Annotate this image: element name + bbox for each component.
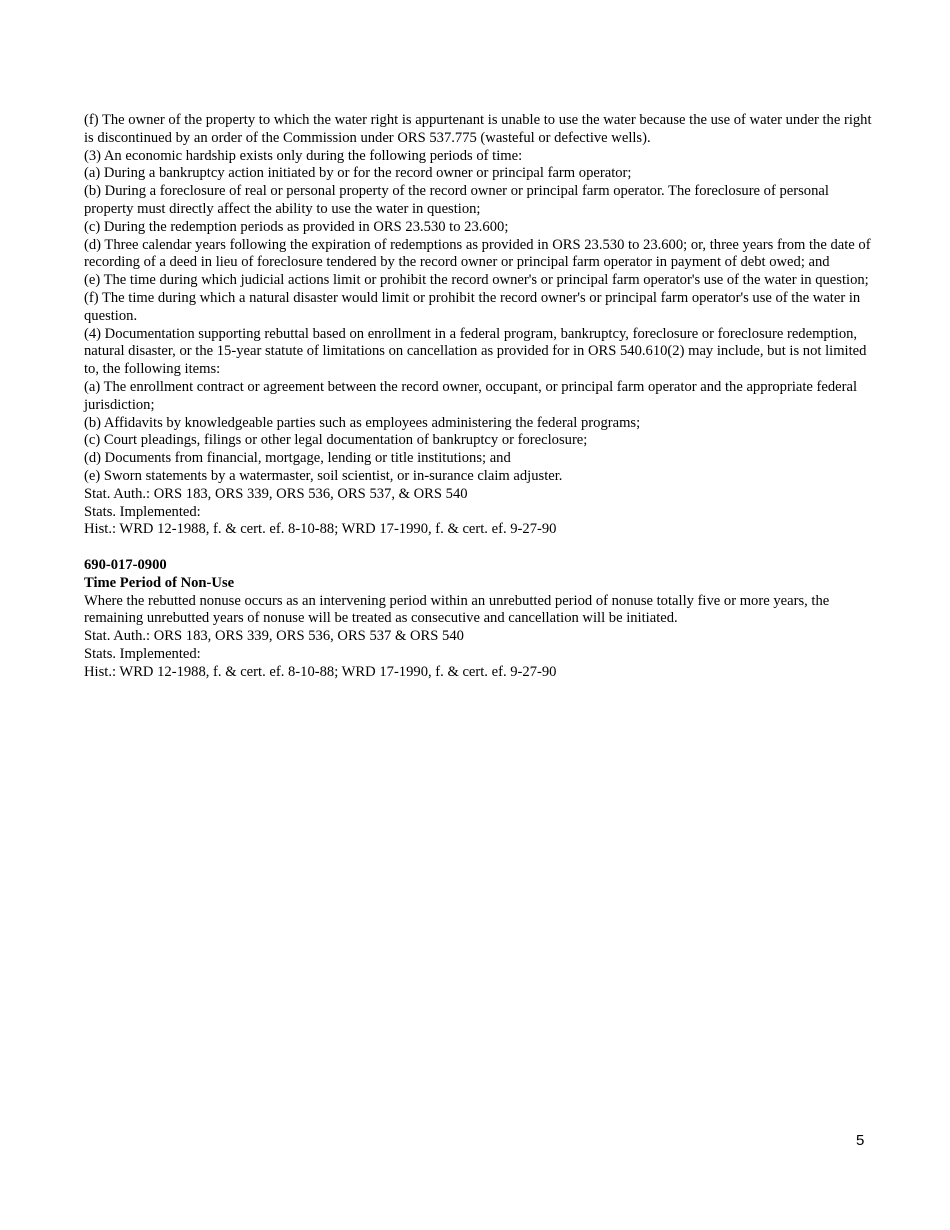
rule-690-017-0900-section — [84, 557, 874, 682]
paragraph-4-documentation: (4) Documentation supporting rebuttal based on enrollment in a federal program, bankruptcy, foreclosure or foreclosure redemption, natural disaster, or the 15-year statute of limitations on cancellation as provided for in ORS 540.610(2) may include, but is not limited to, the following items: — [84, 325, 867, 378]
stat-auth: Stat. Auth.: ORS 183, ORS 339, ORS 536, ORS 537 & ORS 540 — [84, 628, 464, 645]
paragraph-3a-bankruptcy: (a) During a bankruptcy action initiated by or for the record owner or principal farm operator; — [84, 165, 632, 182]
history-note: Hist.: WRD 12-1988, f. & cert. ef. 8-10-88; WRD 17-1990, f. & cert. ef. 9-27-90 — [84, 521, 557, 538]
stats-implemented: Stats. Implemented: — [84, 645, 201, 662]
paragraph-3f-natural-disaster: (f) The time during which a natural disaster would limit or prohibit the record owner's or principal farm operator's use of the water in question. — [84, 289, 861, 324]
rule-title: Time Period of Non-Use — [84, 574, 235, 591]
paragraph-4a-enrollment-contract: (a) The enrollment contract or agreement between the record owner, occupant, or principal farm operator and the appropriate federal jurisdiction; — [84, 378, 858, 413]
section-spacer — [84, 539, 874, 557]
paragraph-4c-court-pleadings: (c) Court pleadings, filings or other legal documentation of bankruptcy or foreclosure; — [84, 432, 588, 449]
stat-auth: Stat. Auth.: ORS 183, ORS 339, ORS 536, ORS 537, & ORS 540 — [84, 485, 468, 502]
paragraph-3-economic-hardship: (3) An economic hardship exists only during the following periods of time: — [84, 147, 523, 164]
document-page — [84, 112, 874, 682]
paragraph-3d-three-years: (d) Three calendar years following the expiration of redemptions as provided in ORS 23.530 to 23.600; or, three years from the date of recording of a deed in lieu of foreclosure tendered by the record owner or principal farm operator in payment of debt owed; and — [84, 236, 871, 271]
paragraph-4d-financial-documents: (d) Documents from financial, mortgage, lending or title institutions; and — [84, 450, 511, 467]
rule-body-paragraph: Where the rebutted nonuse occurs as an intervening period within an unrebutted period of nonuse totally five or more years, the remaining unrebutted years of nonuse will be treated as consecutive and cancellation will be initiated. — [84, 592, 830, 627]
history-note: Hist.: WRD 12-1988, f. & cert. ef. 8-10-88; WRD 17-1990, f. & cert. ef. 9-27-90 — [84, 663, 557, 680]
paragraph-4e-sworn-statements: (e) Sworn statements by a watermaster, soil scientist, or in-surance claim adjuster. — [84, 467, 563, 484]
paragraph-3c-redemption: (c) During the redemption periods as provided in ORS 23.530 to 23.600; — [84, 218, 509, 235]
rule-continuation-section — [84, 112, 874, 539]
page-number: 5 — [856, 1132, 865, 1149]
rule-number: 690-017-0900 — [84, 556, 167, 573]
paragraph-f-commission-order: (f) The owner of the property to which the water right is appurtenant is unable to use the water because the use of water under the right is discontinued by an order of the Commission under ORS 537.775 (wasteful or defective wells). — [84, 112, 872, 146]
paragraph-4b-affidavits: (b) Affidavits by knowledgeable parties such as employees administering the federal programs; — [84, 414, 641, 431]
paragraph-3e-judicial-actions: (e) The time during which judicial actions limit or prohibit the record owner's or principal farm operator's use of the water in question; — [84, 272, 869, 289]
stats-implemented: Stats. Implemented: — [84, 503, 201, 520]
paragraph-3b-foreclosure: (b) During a foreclosure of real or personal property of the record owner or principal farm operator. The foreclosure of personal property must directly affect the ability to use the water in question; — [84, 183, 829, 217]
